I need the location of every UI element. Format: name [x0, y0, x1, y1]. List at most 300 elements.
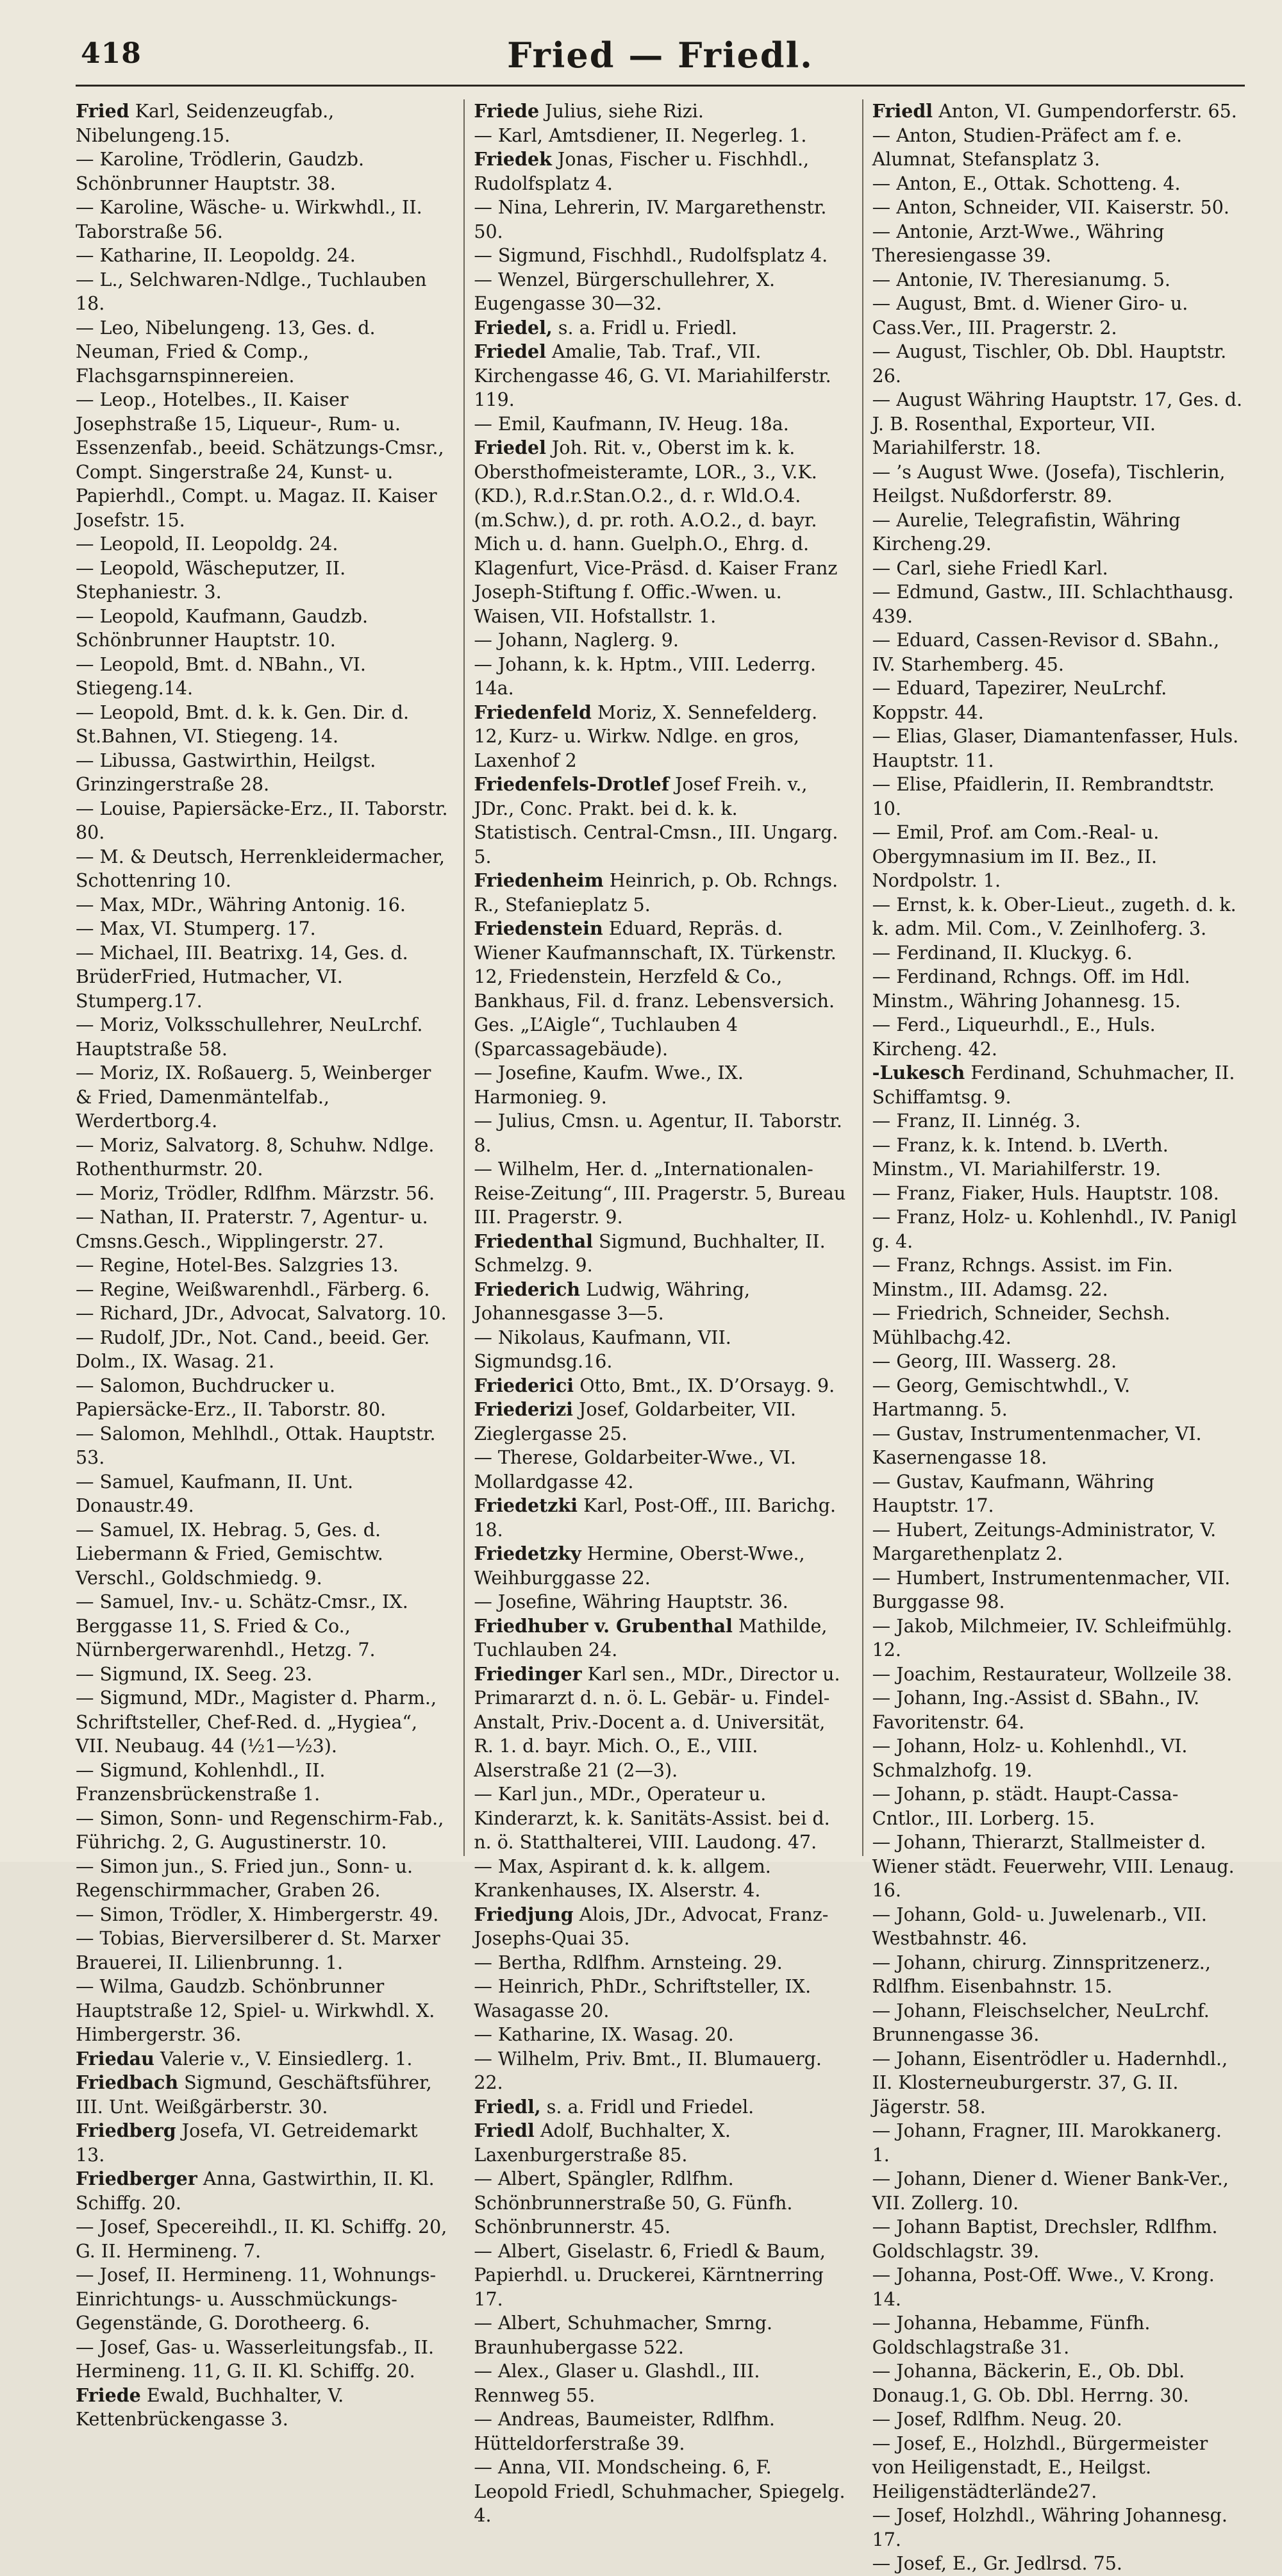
- entry-details: — Wenzel, Bürgerschullehrer, X. Eugengasse 30—32.: [474, 269, 776, 314]
- entry-surname: Friedenfels-Drotlef: [474, 773, 670, 795]
- entry-details: — Franz, Rchngs. Assist. im Fin. Minstm., III. Adamsg. 22.: [872, 1255, 1173, 1300]
- entry-details: — Johann, Naglerg. 9.: [474, 630, 679, 651]
- entry-surname: Friedel,: [474, 316, 553, 339]
- entry-surname: Friedenheim: [474, 869, 604, 891]
- entry-surname: -Lukesch: [872, 1062, 965, 1083]
- entry-details: — Hubert, Zeitungs-Administrator, V. Margarethenplatz 2.: [872, 1519, 1217, 1564]
- entry-details: Josef Freih. v., JDr., Conc. Prakt. bei d. k. k. Statistisch. Central-Cmsn., III. Ungarg. 5.: [474, 774, 838, 867]
- directory-entry: [474, 1903, 846, 1951]
- entry-details: — Carl, siehe Friedl Karl.: [872, 557, 1108, 579]
- directory-entry: [872, 172, 1245, 196]
- entry-details: s. a. Fridl und Friedel.: [546, 2096, 754, 2118]
- directory-entry: [872, 2215, 1245, 2263]
- directory-entry: [76, 316, 448, 389]
- directory-entry: [76, 532, 448, 556]
- entry-details: — Karl, Amtsdiener, II. Negerleg. 1.: [474, 124, 807, 146]
- entry-details: — Regine, Weißwarenhdl., Färberg. 6.: [76, 1278, 430, 1300]
- directory-entry: [872, 2504, 1245, 2552]
- directory-entry: [872, 1253, 1245, 1301]
- directory-entry: [474, 2455, 846, 2528]
- entry-surname: Friede: [474, 100, 540, 122]
- directory-entry: [474, 1975, 846, 2023]
- directory-entry: [474, 436, 846, 628]
- directory-entry: [474, 316, 846, 340]
- directory-entry: [76, 749, 448, 797]
- entry-surname: Friedl: [474, 2120, 535, 2141]
- directory-entry: [474, 147, 846, 196]
- entry-details: — Wilma, Gaudzb. Schönbrunner Hauptstraße 12, Spiel- u. Wirkwhdl. X. Himbergerstr. 36.: [76, 1976, 435, 2045]
- entry-details: — Johanna, Post-Off. Wwe., V. Krong. 14.: [872, 2264, 1215, 2310]
- directory-entry: [474, 2407, 846, 2455]
- directory-entry: [76, 1253, 448, 1278]
- directory-entry: [474, 1109, 846, 1157]
- entry-details: — Johann, Ing.-Assist d. SBahn., IV. Favoritenstr. 64.: [872, 1687, 1200, 1733]
- entry-details: — Josef, II. Hermineng. 11, Wohnungs-Einrichtungs- u. Ausschmückungs-Gegenstände, G. Dorotheerg. 6.: [76, 2264, 437, 2334]
- entry-details: — Leopold, Wäscheputzer, II. Stephaniestr. 3.: [76, 557, 346, 603]
- entry-details: — M. & Deutsch, Herrenkleidermacher, Schottenring 10.: [76, 846, 445, 891]
- entry-details: Josefa, VI. Getreidemarkt 13.: [76, 2120, 418, 2166]
- entry-details: — Johanna, Hebamme, Fünfh. Goldschlagstraße 31.: [872, 2313, 1151, 2358]
- entry-details: — Karl jun., MDr., Operateur u. Kinderarzt, k. k. Sanitäts-Assist. bei d. n. ö. Statthalterei, VIII. Laudong. 47.: [474, 1784, 830, 1853]
- directory-entry: [872, 1782, 1245, 1830]
- entry-details: — Moriz, IX. Roßauerg. 5, Weinberger & Fried, Damenmäntelfab., Werdertborg.4.: [76, 1062, 431, 1132]
- directory-entry: [872, 1109, 1245, 1133]
- entry-details: — Georg, Gemischtwhdl., V. Hartmanng. 5.: [872, 1375, 1131, 1420]
- entry-details: — Katharine, IX. Wasag. 20.: [474, 2024, 734, 2045]
- directory-entry: [474, 701, 846, 773]
- directory-entry: [872, 1470, 1245, 1518]
- entry-details: — Johann, Gold- u. Juwelenarb., VII. Westbahnstr. 46.: [872, 1903, 1207, 1949]
- directory-entry: [76, 2384, 448, 2432]
- entry-surname: Friedenfeld: [474, 701, 592, 723]
- entry-details: — Josef, Gas- u. Wasserleitungsfab., II. Hermineng. 11, G. II. Kl. Schiffg. 20.: [76, 2336, 435, 2382]
- directory-entry: [474, 2311, 846, 2359]
- entry-details: Valerie v., V. Einsiedlerg. 1.: [160, 2048, 413, 2070]
- entry-details: — Franz, Holz- u. Kohlenhdl., IV. Panigl g. 4.: [872, 1207, 1237, 1252]
- entry-details: — Josef, Holzhdl., Währing Johannesg. 17.: [872, 2505, 1228, 2550]
- directory-entry: [872, 1374, 1245, 1422]
- page-number: 418: [81, 37, 142, 70]
- entry-details: — Max, Aspirant d. k. k. allgem. Krankenhauses, IX. Alserstr. 4.: [474, 1855, 771, 1901]
- directory-entry: [872, 2432, 1245, 2504]
- directory-entry: [474, 244, 846, 268]
- column-right: [862, 99, 1245, 2574]
- directory-entry: [76, 388, 448, 532]
- entry-details: — Moriz, Volksschullehrer, NeuLrchf. Hauptstraße 58.: [76, 1014, 423, 1060]
- directory-entry: [474, 1446, 846, 1494]
- entry-details: Eduard, Repräs. d. Wiener Kaufmannschaft, IX. Türkenstr. 12, Friedenstein, Herzfeld & Co., Bankhaus, Fil. d. franz. Lebensversich. Ges. „L’Aigle“, Tuchlauben 4 (Sparcassagebäude).: [474, 918, 837, 1060]
- directory-entry: [76, 2167, 448, 2215]
- entry-details: Adolf, Buchhalter, X. Laxenburgerstraße 85.: [474, 2120, 731, 2166]
- entry-details: — Albert, Schuhmacher, Smrng. Braunhubergasse 522.: [474, 2313, 773, 2358]
- directory-entry: [474, 1230, 846, 1278]
- directory-entry: [76, 1686, 448, 1759]
- entry-details: — Johann, Fleischselcher, NeuLrchf. Brunnengasse 36.: [872, 2000, 1210, 2045]
- directory-entry: [872, 1205, 1245, 1253]
- directory-entry: [872, 941, 1245, 966]
- entry-details: — Josef, Specereihdl., II. Kl. Schiffg. 20, G. II. Hermineng. 7.: [76, 2216, 447, 2262]
- directory-entry: [474, 653, 846, 701]
- entry-surname: Friedetzky: [474, 1543, 581, 1564]
- entry-details: — Moriz, Trödler, Rdlfhm. Märzstr. 56.: [76, 1182, 435, 1204]
- directory-entry: [474, 773, 846, 869]
- entry-details: — Sigmund, Kohlenhdl., II. Franzensbrückenstraße 1.: [76, 1759, 326, 1805]
- page-header: [76, 26, 1245, 87]
- directory-entry: [872, 821, 1245, 893]
- entry-details: — Libussa, Gastwirthin, Heilgst. Grinzingerstraße 28.: [76, 749, 376, 795]
- entry-details: — Leopold, Kaufmann, Gaudzb. Schönbrunner Hauptstr. 10.: [76, 605, 369, 651]
- directory-entry: [872, 1566, 1245, 1614]
- directory-entry: [474, 2047, 846, 2095]
- entry-details: — Sigmund, IX. Seeg. 23.: [76, 1663, 313, 1685]
- directory-entry: [474, 1855, 846, 1903]
- directory-entry: [872, 2119, 1245, 2167]
- entry-surname: Friedel: [474, 437, 546, 458]
- directory-entry: [76, 917, 448, 941]
- entry-surname: Friedenstein: [474, 917, 603, 939]
- directory-entry: [76, 244, 448, 268]
- entry-details: — Simon, Trödler, X. Himbergerstr. 49.: [76, 1903, 439, 1925]
- directory-entry: [76, 1182, 448, 1206]
- entry-details: — Ferd., Liqueurhdl., E., Huls. Kircheng. 42.: [872, 1014, 1156, 1060]
- entry-details: — Johann, Holz- u. Kohlenhdl., VI. Schmalzhofg. 19.: [872, 1735, 1188, 1781]
- entry-details: — Johann, Thierarzt, Stallmeister d. Wiener städt. Feuerwehr, VIII. Lenaug. 16.: [872, 1832, 1235, 1901]
- entry-details: — Katharine, II. Leopoldg. 24.: [76, 245, 356, 266]
- entry-details: — Aurelie, Telegrafistin, Währing Kircheng.29.: [872, 509, 1181, 555]
- entry-details: — ’s August Wwe. (Josefa), Tischlerin, Heilgst. Nußdorferstr. 89.: [872, 461, 1226, 506]
- directory-entry: [76, 845, 448, 893]
- directory-entry: [474, 1398, 846, 1446]
- entry-details: — Josefine, Währing Hauptstr. 36.: [474, 1591, 788, 1612]
- directory-entry: [872, 1133, 1245, 1182]
- directory-entry: [872, 99, 1245, 124]
- directory-entry: [872, 340, 1245, 388]
- directory-entry: [872, 1061, 1245, 1109]
- entry-details: — Franz, k. k. Intend. b. LVerth. Minstm., VI. Mariahilferstr. 19.: [872, 1134, 1169, 1180]
- directory-entry: [76, 268, 448, 316]
- directory-entry: [474, 1278, 846, 1326]
- directory-entry: [474, 99, 846, 124]
- entry-details: — Emil, Prof. am Com.-Real- u. Obergymnasium im II. Bez., II. Nordpolstr. 1.: [872, 822, 1160, 891]
- entry-details: — L., Selchwaren-Ndlge., Tuchlauben 18.: [76, 269, 427, 314]
- entry-surname: Friedau: [76, 2047, 154, 2070]
- entry-details: — August, Bmt. d. Wiener Giro- u. Cass.Ver., III. Pragerstr. 2.: [872, 293, 1188, 339]
- entry-details: — Anton, Studien-Präfect am f. e. Alumnat, Stefansplatz 3.: [872, 124, 1183, 170]
- entry-details: — Anton, E., Ottak. Schotteng. 4.: [872, 172, 1181, 194]
- directory-entry: [474, 340, 846, 412]
- directory-entry: [474, 124, 846, 148]
- entry-details: — Louise, Papiersäcke-Erz., II. Taborstr. 80.: [76, 798, 448, 843]
- entry-details: — Leopold, Bmt. d. NBahn., VI. Stiegeng.14.: [76, 653, 366, 699]
- directory-entry: [76, 1061, 448, 1133]
- entry-details: — Jakob, Milchmeier, IV. Schleifmühlg. 12.: [872, 1615, 1233, 1660]
- entry-details: — Anton, Schneider, VII. Kaiserstr. 50.: [872, 197, 1229, 218]
- directory-entry: [872, 460, 1245, 508]
- entry-surname: Friedek: [474, 148, 552, 170]
- directory-entry: [474, 1662, 846, 1783]
- directory-entry: [872, 1013, 1245, 1061]
- directory-entry: [76, 1855, 448, 1903]
- entry-details: — Edmund, Gastw., III. Schlachthausg. 439.: [872, 581, 1234, 627]
- entry-details: — Alex., Glaser u. Glashdl., III. Rennweg 55.: [474, 2361, 760, 2406]
- entry-details: Amalie, Tab. Traf., VII. Kirchengasse 46, G. VI. Mariahilferstr. 119.: [474, 341, 831, 410]
- entry-details: — Elias, Glaser, Diamantenfasser, Huls. Hauptstr. 11.: [872, 726, 1239, 771]
- directory-entry: [872, 1734, 1245, 1782]
- directory-entry: [872, 893, 1245, 941]
- directory-entry: [76, 196, 448, 244]
- entry-details: Ferdinand, Schuhmacher, II. Schiffamtsg. 9.: [872, 1062, 1235, 1108]
- entry-details: Otto, Bmt., IX. D’Orsayg. 9.: [579, 1375, 835, 1396]
- directory-entry: [474, 2239, 846, 2312]
- directory-entry: [872, 268, 1245, 292]
- directory-entry: [474, 196, 846, 244]
- entry-details: — Leopold, II. Leopoldg. 24.: [76, 533, 338, 555]
- entry-details: — Friedrich, Schneider, Sechsh. Mühlbachg.42.: [872, 1303, 1170, 1348]
- directory-entry: [872, 1662, 1245, 1687]
- entry-details: — Bertha, Rdlfhm. Arnsteing. 29.: [474, 1952, 783, 1973]
- directory-entry: [76, 1903, 448, 1927]
- entry-details: Heinrich, p. Ob. Rchngs. R., Stefanieplatz 5.: [474, 870, 838, 916]
- directory-entry: [76, 2071, 448, 2119]
- entry-details: — Nina, Lehrerin, IV. Margarethenstr. 50.: [474, 197, 827, 242]
- directory-columns: [76, 99, 1245, 2574]
- entry-details: — Regine, Hotel-Bes. Salzgries 13.: [76, 1255, 399, 1276]
- directory-entry: [872, 388, 1245, 460]
- entry-details: — Leo, Nibelungeng. 13, Ges. d. Neuman, Fried & Comp., Flachsgarnspinnereien.: [76, 317, 376, 387]
- directory-entry: [474, 917, 846, 1061]
- directory-entry: [474, 2119, 846, 2167]
- entry-surname: Friedl: [872, 100, 933, 122]
- entry-details: — Ferdinand, Rchngs. Off. im Hdl. Minstm., Währing Johannesg. 15.: [872, 966, 1190, 1012]
- entry-details: — Humbert, Instrumentenmacher, VII. Burggasse 98.: [872, 1567, 1231, 1612]
- entry-details: — Johann, Eisentrödler u. Hadernhdl., II. Klosterneuburgerstr. 37, G. II. Jägerstr. 58.: [872, 2048, 1228, 2118]
- entry-details: — Andreas, Baumeister, Rdlfhm. Hütteldorferstraße 39.: [474, 2409, 775, 2454]
- directory-entry: [872, 2047, 1245, 2120]
- directory-entry: [76, 1927, 448, 1975]
- entry-details: — Josef, E., Gr. Jedlrsd. 75.: [872, 2553, 1122, 2574]
- entry-details: — Johanna, Bäckerin, E., Ob. Dbl. Donaug.1, G. Ob. Dbl. Herrng. 30.: [872, 2361, 1189, 2406]
- entry-details: — Max, MDr., Währing Antonig. 16.: [76, 894, 406, 916]
- entry-details: — Franz, II. Linnég. 3.: [872, 1110, 1081, 1132]
- directory-entry: [474, 1951, 846, 1975]
- directory-entry: [76, 1278, 448, 1302]
- directory-entry: [76, 1205, 448, 1253]
- entry-details: — Albert, Giselastr. 6, Friedl & Baum, Papierhdl. u. Druckerei, Kärntnerring 17.: [474, 2240, 826, 2310]
- entry-surname: Friedberg: [76, 2120, 176, 2141]
- directory-entry: [872, 1301, 1245, 1350]
- directory-entry: [474, 1061, 846, 1109]
- entry-details: — Tobias, Bierversilberer d. St. Marxer Brauerei, II. Lilienbrunng. 1.: [76, 1928, 440, 1973]
- directory-entry: [76, 653, 448, 701]
- directory-entry: [76, 1807, 448, 1855]
- directory-entry: [474, 2359, 846, 2407]
- entry-details: — Leop., Hotelbes., II. Kaiser Josephstraße 15, Liqueur-, Rum- u. Essenzenfab., beeid. Schätzungs-Cmsr., Compt. Singerstraße 24, Kunst- u. Papierhdl., Compt. u. Magaz. II. Kaiser Josefstr. 15.: [76, 389, 444, 531]
- directory-entry: [76, 893, 448, 917]
- entry-surname: Friedenthal: [474, 1230, 593, 1252]
- entry-details: — Wilhelm, Her. d. „Internationalen-Reise-Zeitung“, III. Pragerstr. 5, Bureau III. Pragerstr. 9.: [474, 1158, 846, 1228]
- directory-entry: [76, 2047, 448, 2071]
- entry-details: — Gustav, Instrumentenmacher, VI. Kasernengasse 18.: [872, 1423, 1202, 1468]
- directory-entry: [76, 1301, 448, 1326]
- directory-entry: [76, 99, 448, 147]
- entry-surname: Friederizi: [474, 1398, 573, 1420]
- directory-entry: [76, 797, 448, 845]
- directory-entry: [872, 1903, 1245, 1951]
- entry-details: — Albert, Spängler, Rdlfhm. Schönbrunnerstraße 50, G. Fünfh. Schönbrunnerstr. 45.: [474, 2168, 793, 2237]
- entry-details: — Josefine, Kaufm. Wwe., IX. Harmonieg. 9.: [474, 1062, 744, 1108]
- entry-details: — Julius, Cmsn. u. Agentur, II. Taborstr. 8.: [474, 1110, 842, 1156]
- entry-surname: Fried: [76, 100, 129, 122]
- directory-entry: [76, 1518, 448, 1591]
- entry-details: — Samuel, Inv.- u. Schätz-Cmsr., IX. Berggasse 11, S. Fried & Co., Nürnbergerwarenhdl., Hetzg. 7.: [76, 1591, 408, 1660]
- entry-surname: Friedetzki: [474, 1494, 578, 1516]
- directory-entry: [76, 941, 448, 1014]
- directory-entry: [76, 1759, 448, 1807]
- directory-entry: [872, 1830, 1245, 1903]
- running-head: Fried — Friedl.: [507, 35, 813, 76]
- entry-details: — Rudolf, JDr., Not. Cand., beeid. Ger. Dolm., IX. Wasag. 21.: [76, 1326, 430, 1372]
- directory-entry: [872, 2167, 1245, 2215]
- directory-entry: [76, 2215, 448, 2263]
- directory-entry: [872, 1350, 1245, 1374]
- directory-entry: [474, 268, 846, 316]
- entry-surname: Friedhuber v. Grubenthal: [474, 1614, 733, 1637]
- directory-entry: [872, 2263, 1245, 2311]
- directory-entry: [872, 1182, 1245, 1206]
- entry-surname: Friedjung: [474, 1903, 574, 1925]
- entry-details: — Max, VI. Stumperg. 17.: [76, 918, 316, 939]
- directory-entry: [872, 1422, 1245, 1470]
- entry-details: — Elise, Pfaidlerin, II. Rembrandtstr. 10.: [872, 774, 1215, 819]
- directory-entry: [872, 292, 1245, 340]
- directory-entry: [872, 124, 1245, 172]
- directory-entry: [76, 1422, 448, 1470]
- directory-entry: [76, 1662, 448, 1687]
- directory-entry: [474, 2023, 846, 2047]
- entry-surname: Friederici: [474, 1374, 574, 1396]
- directory-entry: [872, 965, 1245, 1013]
- directory-entry: [474, 1157, 846, 1230]
- entry-details: Karl, Seidenzeugfab., Nibelungeng.15.: [76, 101, 335, 146]
- entry-surname: Friedinger: [474, 1662, 582, 1685]
- directory-entry: [76, 605, 448, 653]
- directory-entry: [872, 724, 1245, 773]
- directory-entry: [474, 2167, 846, 2239]
- entry-details: — Josef, Rdlfhm. Neug. 20.: [872, 2409, 1122, 2430]
- entry-details: Karl sen., MDr., Director u. Primararzt d. n. ö. L. Gebär- u. Findel-Anstalt, Priv.-Docent a. d. Universität, R. 1. d. bayr. Mich. O., E., VIII. Alserstraße 21 (2—3).: [474, 1663, 840, 1781]
- entry-details: — Moriz, Salvatorg. 8, Schuhw. Ndlge. Rothenthurmstr. 20.: [76, 1134, 435, 1180]
- entry-details: — Emil, Kaufmann, IV. Heug. 18a.: [474, 413, 789, 435]
- entry-details: Alois, JDr., Advocat, Franz-Josephs-Quai 35.: [474, 1903, 829, 1949]
- directory-entry: [872, 196, 1245, 220]
- entry-details: — Nathan, II. Praterstr. 7, Agentur- u. Cmsns.Gesch., Wipplingerstr. 27.: [76, 1207, 428, 1252]
- entry-details: Hermine, Oberst-Wwe., Weihburggasse 22.: [474, 1543, 805, 1589]
- directory-entry: [474, 1614, 846, 1662]
- column-left: [76, 99, 448, 2430]
- entry-details: — Antonie, Arzt-Wwe., Währing Theresiengasse 39.: [872, 221, 1165, 266]
- entry-details: — Samuel, IX. Hebrag. 5, Ges. d. Liebermann & Fried, Gemischtw. Verschl., Goldschmiedg. 9.: [76, 1519, 383, 1589]
- directory-entry: [872, 773, 1245, 821]
- entry-details: — Johann, p. städt. Haupt-Cassa-Cntlor., III. Lorberg. 15.: [872, 1784, 1179, 1829]
- entry-details: — Eduard, Cassen-Revisor d. SBahn., IV. Starhemberg. 45.: [872, 630, 1220, 675]
- entry-details: — Samuel, Kaufmann, II. Unt. Donaustr.49.: [76, 1471, 354, 1516]
- directory-entry: [872, 580, 1245, 628]
- directory-entry: [872, 1686, 1245, 1734]
- entry-details: — Johann Baptist, Drechsler, Rdlfhm. Goldschlagstr. 39.: [872, 2216, 1218, 2262]
- entry-details: — Salomon, Buchdrucker u. Papiersäcke-Erz., II. Taborstr. 80.: [76, 1375, 387, 1420]
- entry-details: — Sigmund, MDr., Magister d. Pharm., Schriftsteller, Chef-Red. d. „Hygiea“, VII. Neubaug. 44 (½1—½3).: [76, 1687, 437, 1757]
- entry-details: — Karoline, Wäsche- u. Wirkwhdl., II. Taborstraße 56.: [76, 197, 422, 242]
- column-middle: [463, 99, 846, 2526]
- directory-entry: [872, 1518, 1245, 1566]
- entry-details: — Therese, Goldarbeiter-Wwe., VI. Mollardgasse 42.: [474, 1447, 796, 1493]
- directory-entry: [76, 1470, 448, 1518]
- entry-details: — Michael, III. Beatrixg. 14, Ges. d. BrüderFried, Hutmacher, VI. Stumperg.17.: [76, 942, 408, 1012]
- directory-entry: [76, 701, 448, 749]
- directory-entry: [872, 1614, 1245, 1662]
- directory-entry: [872, 1999, 1245, 2047]
- entry-details: — Nikolaus, Kaufmann, VII. Sigmundsg.16.: [474, 1326, 731, 1372]
- entry-details: s. a. Fridl u. Friedl.: [558, 317, 737, 339]
- directory-entry: [474, 1782, 846, 1855]
- directory-entry: [872, 556, 1245, 581]
- entry-details: — Joachim, Restaurateur, Wollzeile 38.: [872, 1663, 1233, 1685]
- directory-entry: [872, 628, 1245, 676]
- entry-details: — Salomon, Mehlhdl., Ottak. Hauptstr. 53.: [76, 1423, 436, 1468]
- entry-details: Joh. Rit. v., Oberst im k. k. Obersthofmeisteramte, LOR., 3., V.K.(KD.), R.d.r.Stan.O.2., d. r. Wld.O.4. (m.Schw.), d. pr. roth. A.O.2., d. bayr. Mich u. d. hann. Guelph.O., Ehrg. d. Klagenfurt, Vice-Präsd. d. Kaiser Franz Joseph-Stiftung f. Offic.-Wwen. u. Waisen, VII. Hofstallstr. 1.: [474, 437, 838, 627]
- directory-entry: [76, 1013, 448, 1061]
- entry-details: — Simon jun., S. Fried jun., Sonn- u. Regenschirmmacher, Graben 26.: [76, 1855, 413, 1901]
- entry-details: Anna, Gastwirthin, II. Kl. Schiffg. 20.: [76, 2168, 435, 2214]
- entry-details: Ludwig, Währing, Johannesgasse 3—5.: [474, 1278, 751, 1324]
- directory-entry: [474, 869, 846, 917]
- directory-entry: [474, 2095, 846, 2120]
- entry-details: Josef, Goldarbeiter, VII. Zieglergasse 25.: [474, 1399, 796, 1444]
- entry-details: — Johann, Diener d. Wiener Bank-Ver., VII. Zollerg. 10.: [872, 2168, 1229, 2214]
- entry-surname: Friedl,: [474, 2095, 541, 2118]
- directory-entry: [76, 1326, 448, 1374]
- entry-details: — Johann, k. k. Hptm., VIII. Lederrg. 14a.: [474, 653, 817, 699]
- entry-details: Moriz, X. Sennefelderg. 12, Kurz- u. Wirkw. Ndlge. en gros, Laxenhof 2: [474, 701, 818, 771]
- directory-entry: [474, 1494, 846, 1542]
- entry-details: — Leopold, Bmt. d. k. k. Gen. Dir. d. St.Bahnen, VI. Stiegeng. 14.: [76, 701, 410, 747]
- directory-entry: [474, 1326, 846, 1374]
- entry-details: — Heinrich, PhDr., Schriftsteller, IX. Wasagasse 20.: [474, 1976, 812, 2021]
- entry-surname: Friedel: [474, 340, 546, 362]
- directory-entry: [474, 1542, 846, 1590]
- entry-details: — Richard, JDr., Advocat, Salvatorg. 10.: [76, 1303, 447, 1324]
- entry-details: — Ernst, k. k. Ober-Lieut., zugeth. d. k. k. adm. Mil. Com., V. Zeinlhoferg. 3.: [872, 894, 1236, 939]
- entry-details: Mathilde, Tuchlauben 24.: [474, 1615, 828, 1660]
- entry-details: — Simon, Sonn- und Regenschirm-Fab., Führichg. 2, G. Augustinerstr. 10.: [76, 1807, 444, 1853]
- directory-entry: [872, 676, 1245, 724]
- entry-details: — Wilhelm, Priv. Bmt., II. Blumauerg. 22.: [474, 2048, 822, 2093]
- directory-entry: [474, 1590, 846, 1614]
- directory-entry: [474, 628, 846, 653]
- entry-details: Jonas, Fischer u. Fischhdl., Rudolfsplatz 4.: [474, 149, 810, 194]
- entry-details: — Karoline, Trödlerin, Gaudzb. Schönbrunner Hauptstr. 38.: [76, 149, 365, 194]
- entry-details: Sigmund, Geschäftsführer, III. Unt. Weißgärberstr. 30.: [76, 2072, 432, 2118]
- directory-entry: [872, 2311, 1245, 2359]
- entry-details: Karl, Post-Off., III. Barichg. 18.: [474, 1495, 837, 1541]
- entry-details: — August, Tischler, Ob. Dbl. Hauptstr. 26.: [872, 341, 1227, 387]
- directory-entry: [76, 1374, 448, 1422]
- entry-surname: Friederich: [474, 1278, 581, 1300]
- directory-entry: [76, 1975, 448, 2047]
- directory-entry: [474, 412, 846, 437]
- entry-details: — August Währing Hauptstr. 17, Ges. d. J. B. Rosenthal, Exporteur, VII. Mariahilferstr. 18.: [872, 389, 1243, 458]
- entry-details: Ewald, Buchhalter, V. Kettenbrückengasse 3.: [76, 2384, 344, 2430]
